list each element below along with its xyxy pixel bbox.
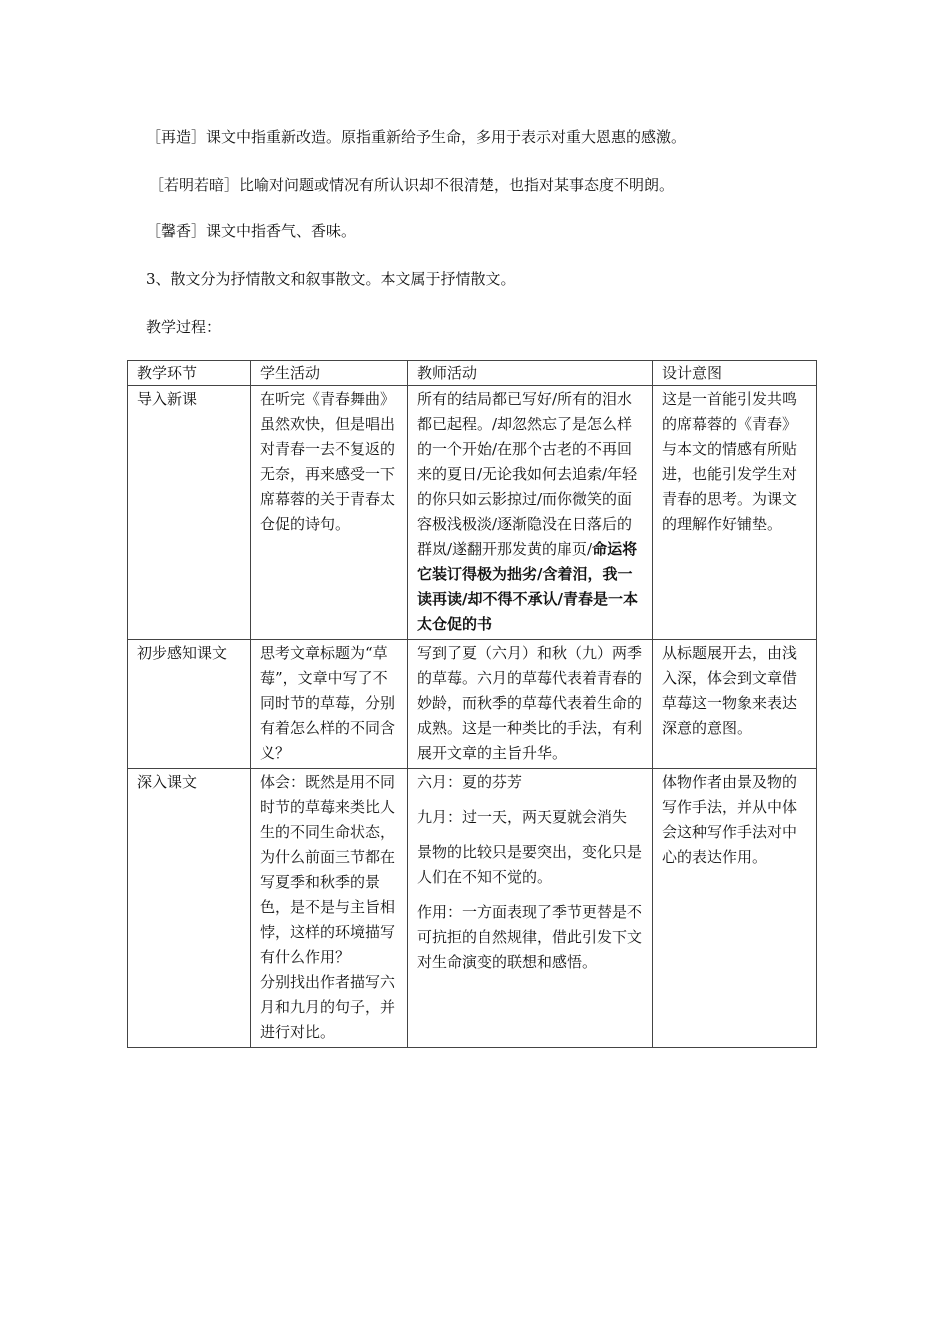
header-student-activity: 学生活动: [251, 361, 408, 386]
cell-stage: 导入新课: [128, 386, 251, 640]
cell-design-intent: 这是一首能引发共鸣的席幕蓉的《青春》与本文的情感有所贴进，也能引发学生对青春的思考。为课文的理解作好铺垫。: [653, 386, 817, 640]
cell-student-activity: 思考文章标题为“草莓”，文章中写了不同时节的草莓，分别有着怎么样的不同含义？: [251, 640, 408, 769]
table-row: [128, 769, 817, 1048]
cell-stage: 初步感知课文: [128, 640, 251, 769]
lesson-plan-table: [127, 360, 817, 1048]
teaching-process-heading: 教学过程：: [146, 318, 222, 336]
teacher-point: 作用：一方面表现了季节更替是不可抗拒的自然规律，借此引发下文对生命演变的联想和感悟。: [417, 903, 643, 971]
cell-teacher-activity: 写到了夏（六月）和秋（九）两季的草莓。六月的草莓代表着青春的妙龄，而秋季的草莓代表着生命的成熟。这是一种类比的手法，有利展开文章的主旨升华。: [408, 640, 653, 769]
student-question: 体会：既然是用不同时节的草莓来类比人生的不同生命状态，为什么前面三节都在写夏季和秋季的景色，是不是与主旨相悖，这样的环境描写有什么作用？: [260, 773, 396, 966]
table-header-row: [128, 361, 817, 386]
poem-text-bold: 命运将它装订得极为拙劣/含着泪，我一读再读/却不得不承认/青春是一本太仓促的书: [417, 540, 638, 633]
student-task: 分别找出作者描写六月和九月的句子，并进行对比。: [260, 973, 396, 1041]
cell-design-intent: 从标题展开去，由浅入深，体会到文章借草莓这一物象来表达深意的意图。: [653, 640, 817, 769]
definition-zaizao: ［再造］课文中指重新改造。原指重新给予生命，多用于表示对重大恩惠的感激。: [146, 128, 687, 146]
cell-student-activity: [251, 769, 408, 1048]
table-row: [128, 386, 817, 640]
cell-design-intent: 体物作者由景及物的写作手法，并从中体会这种写作手法对中心的表达作用。: [653, 769, 817, 1048]
teacher-point: 六月：夏的芬芳: [417, 773, 523, 791]
cell-stage: 深入课文: [128, 769, 251, 1048]
header-teacher-activity: 教师活动: [408, 361, 653, 386]
prose-type-note: 3、散文分为抒情散文和叙事散文。本文属于抒情散文。: [146, 270, 516, 288]
cell-teacher-activity: [408, 769, 653, 1048]
cell-student-activity: 在听完《青春舞曲》虽然欢快，但是唱出对青春一去不复返的无奈，再来感受一下席幕蓉的关于青春太仓促的诗句。: [251, 386, 408, 640]
poem-text: 所有的结局都已写好/所有的泪水都已起程。/却忽然忘了是怎么样的一个开始/在那个古老的不再回来的夏日/无论我如何去追索/年轻的你只如云影掠过/而你微笑的面容极浅极淡/逐渐隐没在日落后的群岚/遂翻开那发黄的扉页/: [417, 390, 638, 558]
definition-xinxiang: ［馨香］课文中指香气、香味。: [146, 222, 357, 240]
definition-ruomingruoan: ［若明若暗］比喻对问题或情况有所认识却不很清楚，也指对某事态度不明朗。: [149, 176, 675, 194]
cell-teacher-activity: [408, 386, 653, 640]
header-design-intent: 设计意图: [653, 361, 817, 386]
teacher-point: 景物的比较只是要突出，变化只是人们在不知不觉的。: [417, 843, 643, 886]
table-row: [128, 640, 817, 769]
teacher-point: 九月：过一天，两天夏就会消失: [417, 808, 628, 826]
header-stage: 教学环节: [128, 361, 251, 386]
